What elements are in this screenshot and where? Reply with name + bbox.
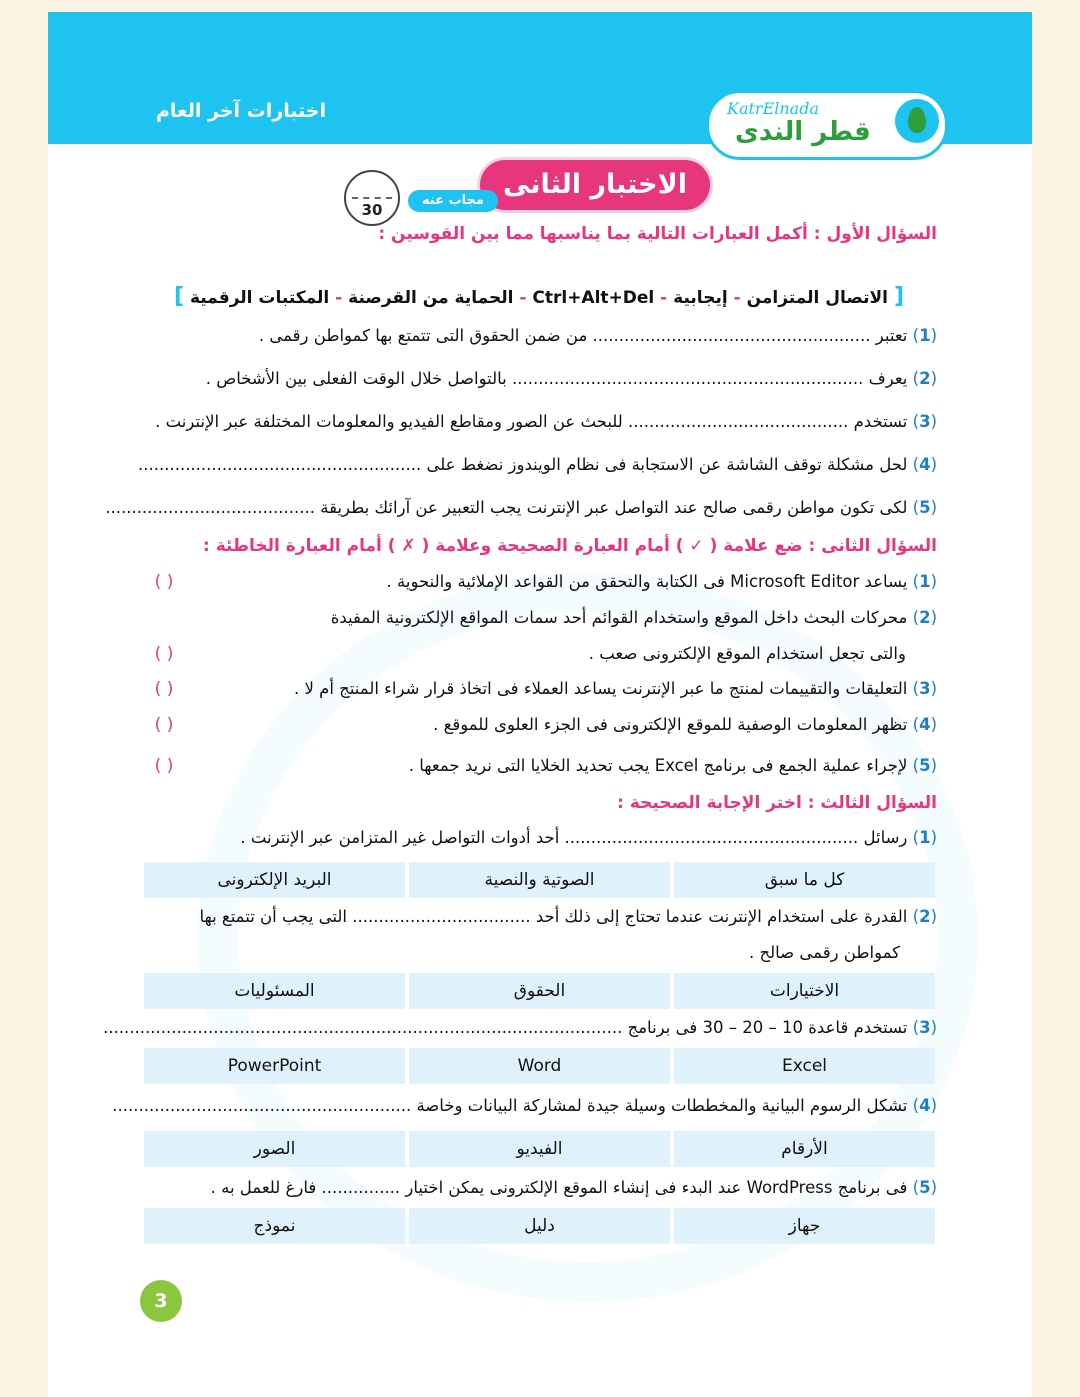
score-value: 30 <box>361 201 383 219</box>
q3-options <box>144 973 935 1009</box>
option[interactable]: الفيديو <box>409 1131 670 1167</box>
answer-box[interactable]: ( ) <box>154 644 174 664</box>
q3-item: (1) رسائل ........................................................ أحد أدوات التواصل غير المتزامن عبر الإنترنت . <box>240 828 937 847</box>
answer-box[interactable]: ( ) <box>154 679 174 699</box>
q1-item: (1) تعتبر ..................................................... من ضمن الحقوق التى تتمتع بها كمواطن رقمى . <box>258 326 937 345</box>
option[interactable]: الاختيارات <box>674 973 935 1009</box>
q3-item: (5) فى برنامج WordPress عند البدء فى إنشاء الموقع الإلكترونى يمكن اختيار ............... فارغ للعمل به . <box>210 1178 937 1197</box>
option[interactable]: الصوتية والنصية <box>409 862 670 898</box>
content <box>48 12 1032 1397</box>
option[interactable]: Excel <box>674 1048 935 1084</box>
word-bank: [ الاتصال المتزامن - إيجابية - Ctrl+Alt+Del - الحماية من القرصنة - المكتبات الرقمية ] <box>173 284 904 309</box>
q3-heading: السؤال الثالث : اختر الإجابة الصحيحة : <box>617 793 937 813</box>
answered-badge: مجاب عنه <box>408 190 498 212</box>
option[interactable]: كل ما سبق <box>674 862 935 898</box>
page-number: 3 <box>140 1280 182 1322</box>
option[interactable]: البريد الإلكترونى <box>144 862 405 898</box>
q2-item: (3) التعليقات والتقييمات لمنتج ما عبر الإنترنت يساعد العملاء فى اتخاذ قرار شراء المنتج أم لا . <box>293 679 937 698</box>
q3-item-continued: كمواطن رقمى صالح . <box>748 943 900 962</box>
bank-item: Ctrl+Alt+Del <box>532 288 655 308</box>
option[interactable]: الصور <box>144 1131 405 1167</box>
logo-latin-text: KatrElnada <box>727 99 819 118</box>
bank-item: الحماية من القرصنة <box>348 288 514 308</box>
answer-box[interactable]: ( ) <box>154 572 174 592</box>
option[interactable]: Word <box>409 1048 670 1084</box>
q2-item: (2) محركات البحث داخل الموقع واستخدام القوائم أحد سمات المواقع الإلكترونية المفيدة <box>330 608 937 627</box>
bank-item: المكتبات الرقمية <box>189 288 330 308</box>
option[interactable]: الأرقام <box>674 1131 935 1167</box>
option[interactable]: نموذج <box>144 1208 405 1244</box>
q3-options <box>144 1208 935 1244</box>
section-title: اختبارات آخر العام <box>156 100 327 122</box>
bank-item: الاتصال المتزامن <box>746 288 889 308</box>
q2-item-continued: والتى تجعل استخدام الموقع الإلكترونى صعب . <box>588 644 906 663</box>
q2-item: (1) يساعد Microsoft Editor فى الكتابة والتحقق من القواعد الإملائية والنحوية . <box>386 572 937 591</box>
answer-box[interactable]: ( ) <box>154 715 174 735</box>
q1-item: (4) لحل مشكلة توقف الشاشة عن الاستجابة فى نظام الويندوز نضغط على ...................................................... <box>137 455 937 474</box>
q3-item: (4) تشكل الرسوم البيانية والمخططات وسيلة جيدة لمشاركة البيانات وخاصة ......................................................... <box>112 1096 937 1115</box>
q3-options <box>144 862 935 898</box>
option[interactable]: PowerPoint <box>144 1048 405 1084</box>
page <box>48 12 1032 1397</box>
q2-item: (4) تظهر المعلومات الوصفية للموقع الإلكترونى فى الجزء العلوى للموقع . <box>433 715 937 734</box>
q3-options <box>144 1048 935 1084</box>
option[interactable]: المسئوليات <box>144 973 405 1009</box>
logo-arabic-text: قطر الندى <box>735 117 871 147</box>
q2-item: (5) لإجراء عملية الجمع فى برنامج Excel يجب تحديد الخلايا التى نريد جمعها . <box>408 756 937 775</box>
q3-options <box>144 1131 935 1167</box>
option[interactable]: جهاز <box>674 1208 935 1244</box>
option[interactable]: الحقوق <box>409 973 670 1009</box>
option[interactable]: دليل <box>409 1208 670 1244</box>
q3-item: (2) القدرة على استخدام الإنترنت عندما تحتاج إلى ذلك أحد .................................. التى يجب أن تتمتع بها <box>199 907 937 926</box>
q1-item: (5) لكى تكون مواطن رقمى صالح عند التواصل عبر الإنترنت يجب التعبير عن آرائك بطريقة ........................................ <box>105 498 937 517</box>
q3-item: (3) تستخدم قاعدة 10 – 20 – 30 فى برنامج ................................................................................................... <box>103 1018 937 1037</box>
q1-item: (2) يعرف ................................................................... بالتواصل خلال الوقت الفعلى بين الأشخاص . <box>205 369 937 388</box>
test-title: الاختبار الثانى <box>480 160 710 210</box>
q1-item: (3) تستخدم .......................................... للبحث عن الصور ومقاطع الفيديو والمعلومات المختلفة عبر الإنترنت . <box>155 412 937 431</box>
q2-heading: السؤال الثانى : ضع علامة ( ✓ ) أمام العبارة الصحيحة وعلامة ( ✗ ) أمام العبارة الخاطئة : <box>203 536 937 556</box>
answer-box[interactable]: ( ) <box>154 756 174 776</box>
bank-item: إيجابية <box>673 288 728 308</box>
q1-heading: السؤال الأول : أكمل العبارات التالية بما يناسبها مما بين القوسين : <box>378 224 937 244</box>
